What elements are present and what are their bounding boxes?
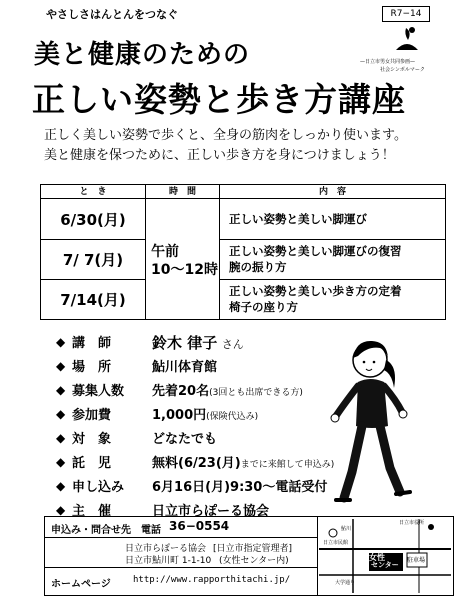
- phone-number[interactable]: 36−0554: [169, 519, 230, 533]
- diamond-bullet-icon: ◆: [56, 455, 66, 469]
- divider: [41, 279, 145, 280]
- divider: [317, 517, 318, 595]
- childcare-value: 無料(6/23(月): [152, 456, 241, 471]
- map-road-label: 大学通り: [335, 580, 356, 586]
- organization-name: 日立市らぽーる協会: [125, 544, 207, 554]
- intro-line-2: 美と健康を保つために、正しい歩き方を身につけましょう！: [44, 148, 395, 163]
- childcare-note: までに来館して申込み): [240, 460, 335, 470]
- phone-label: 電話: [141, 525, 161, 536]
- date-1: 6/30(月): [60, 211, 126, 229]
- detail-value: どなたでも: [152, 432, 218, 447]
- intro-text: [44, 126, 407, 166]
- detail-label: 場 所: [72, 360, 112, 375]
- fee-note: (保険代込み): [206, 412, 259, 422]
- document-code: R7−14: [382, 6, 430, 22]
- detail-value: 日立市らぽーる協会: [152, 504, 270, 519]
- content-1: [229, 211, 367, 227]
- title-line-1: 美と健康のための: [34, 40, 251, 70]
- divider: [145, 199, 146, 319]
- session-time: [151, 243, 218, 279]
- logo-caption-2: 社会シンボルマーク: [380, 67, 425, 73]
- map-station-label: 日立市役所: [399, 520, 425, 526]
- contact-label: 申込み・問合せ先: [51, 525, 131, 536]
- content-3: [229, 283, 402, 315]
- divider: [219, 279, 445, 280]
- diamond-bullet-icon: ◆: [56, 431, 66, 445]
- diamond-bullet-icon: ◆: [56, 383, 66, 397]
- content-3-line-2: 椅子の座り方: [229, 300, 298, 314]
- diamond-bullet-icon: ◆: [56, 503, 66, 517]
- header-content: 内 容: [219, 185, 445, 199]
- map-center-label-1: 女性: [369, 553, 385, 562]
- time-line-1: 午前: [151, 244, 179, 260]
- diamond-bullet-icon: ◆: [56, 335, 66, 349]
- fee-value: 1,000円: [152, 408, 207, 423]
- divider: [45, 537, 317, 538]
- content-2-line-2: 腕の振り方: [229, 260, 287, 274]
- divider: [219, 239, 445, 240]
- divider: [45, 567, 317, 568]
- detail-value: 6月16日(月)9:30〜電話受付: [152, 480, 328, 495]
- diamond-bullet-icon: ◆: [56, 479, 66, 493]
- map-landmark-2: 日立市民館: [323, 540, 349, 546]
- title-line-2: 正しい姿勢と歩き方講座: [32, 80, 406, 119]
- walking-woman-illustration-icon: [322, 330, 428, 510]
- organization-note: [日立市指定管理者]: [213, 544, 293, 554]
- date-3: 7/14(月): [60, 291, 126, 309]
- detail-value: [152, 380, 303, 399]
- header-date: と き: [41, 185, 145, 199]
- tagline: やさしさはんとんをつなぐ: [46, 8, 178, 21]
- diamond-bullet-icon: ◆: [56, 407, 66, 421]
- address: 日立市鮎川町 1-1-10: [125, 556, 212, 566]
- symbol-logo-icon: [392, 24, 422, 54]
- capacity-value: 先着20名: [152, 384, 210, 399]
- diamond-bullet-icon: ◆: [56, 359, 66, 373]
- detail-label: 参加費: [72, 408, 112, 423]
- divider: [41, 239, 145, 240]
- header-time: 時 間: [145, 185, 219, 199]
- map-parking-label: 駐車場: [407, 557, 426, 564]
- detail-value: 鮎川体育館: [152, 360, 218, 375]
- instructor-name: 鈴木 律子: [152, 334, 218, 352]
- schedule-table: [40, 184, 446, 320]
- detail-value: [152, 332, 244, 353]
- capacity-note: (3回とも出席できる方): [209, 388, 303, 398]
- intro-line-1: 正しく美しい姿勢で歩くと、全身の筋肉をしっかり使います。: [44, 128, 407, 143]
- content-2: [229, 243, 402, 275]
- map-landmark-1: 鮎川: [341, 526, 352, 532]
- detail-label: 対 象: [72, 432, 112, 447]
- time-line-2: 10〜12時: [151, 262, 218, 278]
- detail-value: [152, 404, 258, 423]
- map-center-label-2: センター: [371, 561, 399, 569]
- instructor-honorific: さん: [221, 338, 244, 351]
- address-note: (女性センター内): [219, 556, 289, 566]
- detail-label: 主 催: [72, 504, 112, 519]
- content-1-line-1: 正しい姿勢と美しい脚運び: [229, 212, 367, 226]
- detail-label: 講 師: [72, 336, 112, 351]
- detail-label: 募集人数: [72, 384, 125, 399]
- detail-label: 託 児: [72, 456, 112, 471]
- detail-label: 申し込み: [72, 480, 125, 495]
- detail-value: [152, 452, 334, 471]
- homepage-url-link[interactable]: http://www.rapporthitachi.jp/: [133, 575, 291, 585]
- footer-info: [44, 516, 454, 596]
- content-2-line-1: 正しい姿勢と美しい脚運びの復習: [229, 244, 402, 258]
- logo-caption-1: —日立市男女共同参画—: [360, 59, 416, 65]
- content-3-line-1: 正しい姿勢と美しい歩き方の定着: [229, 284, 402, 298]
- homepage-label: ホームページ: [51, 579, 111, 590]
- date-2: 7/ 7(月): [62, 251, 124, 269]
- divider: [219, 199, 220, 319]
